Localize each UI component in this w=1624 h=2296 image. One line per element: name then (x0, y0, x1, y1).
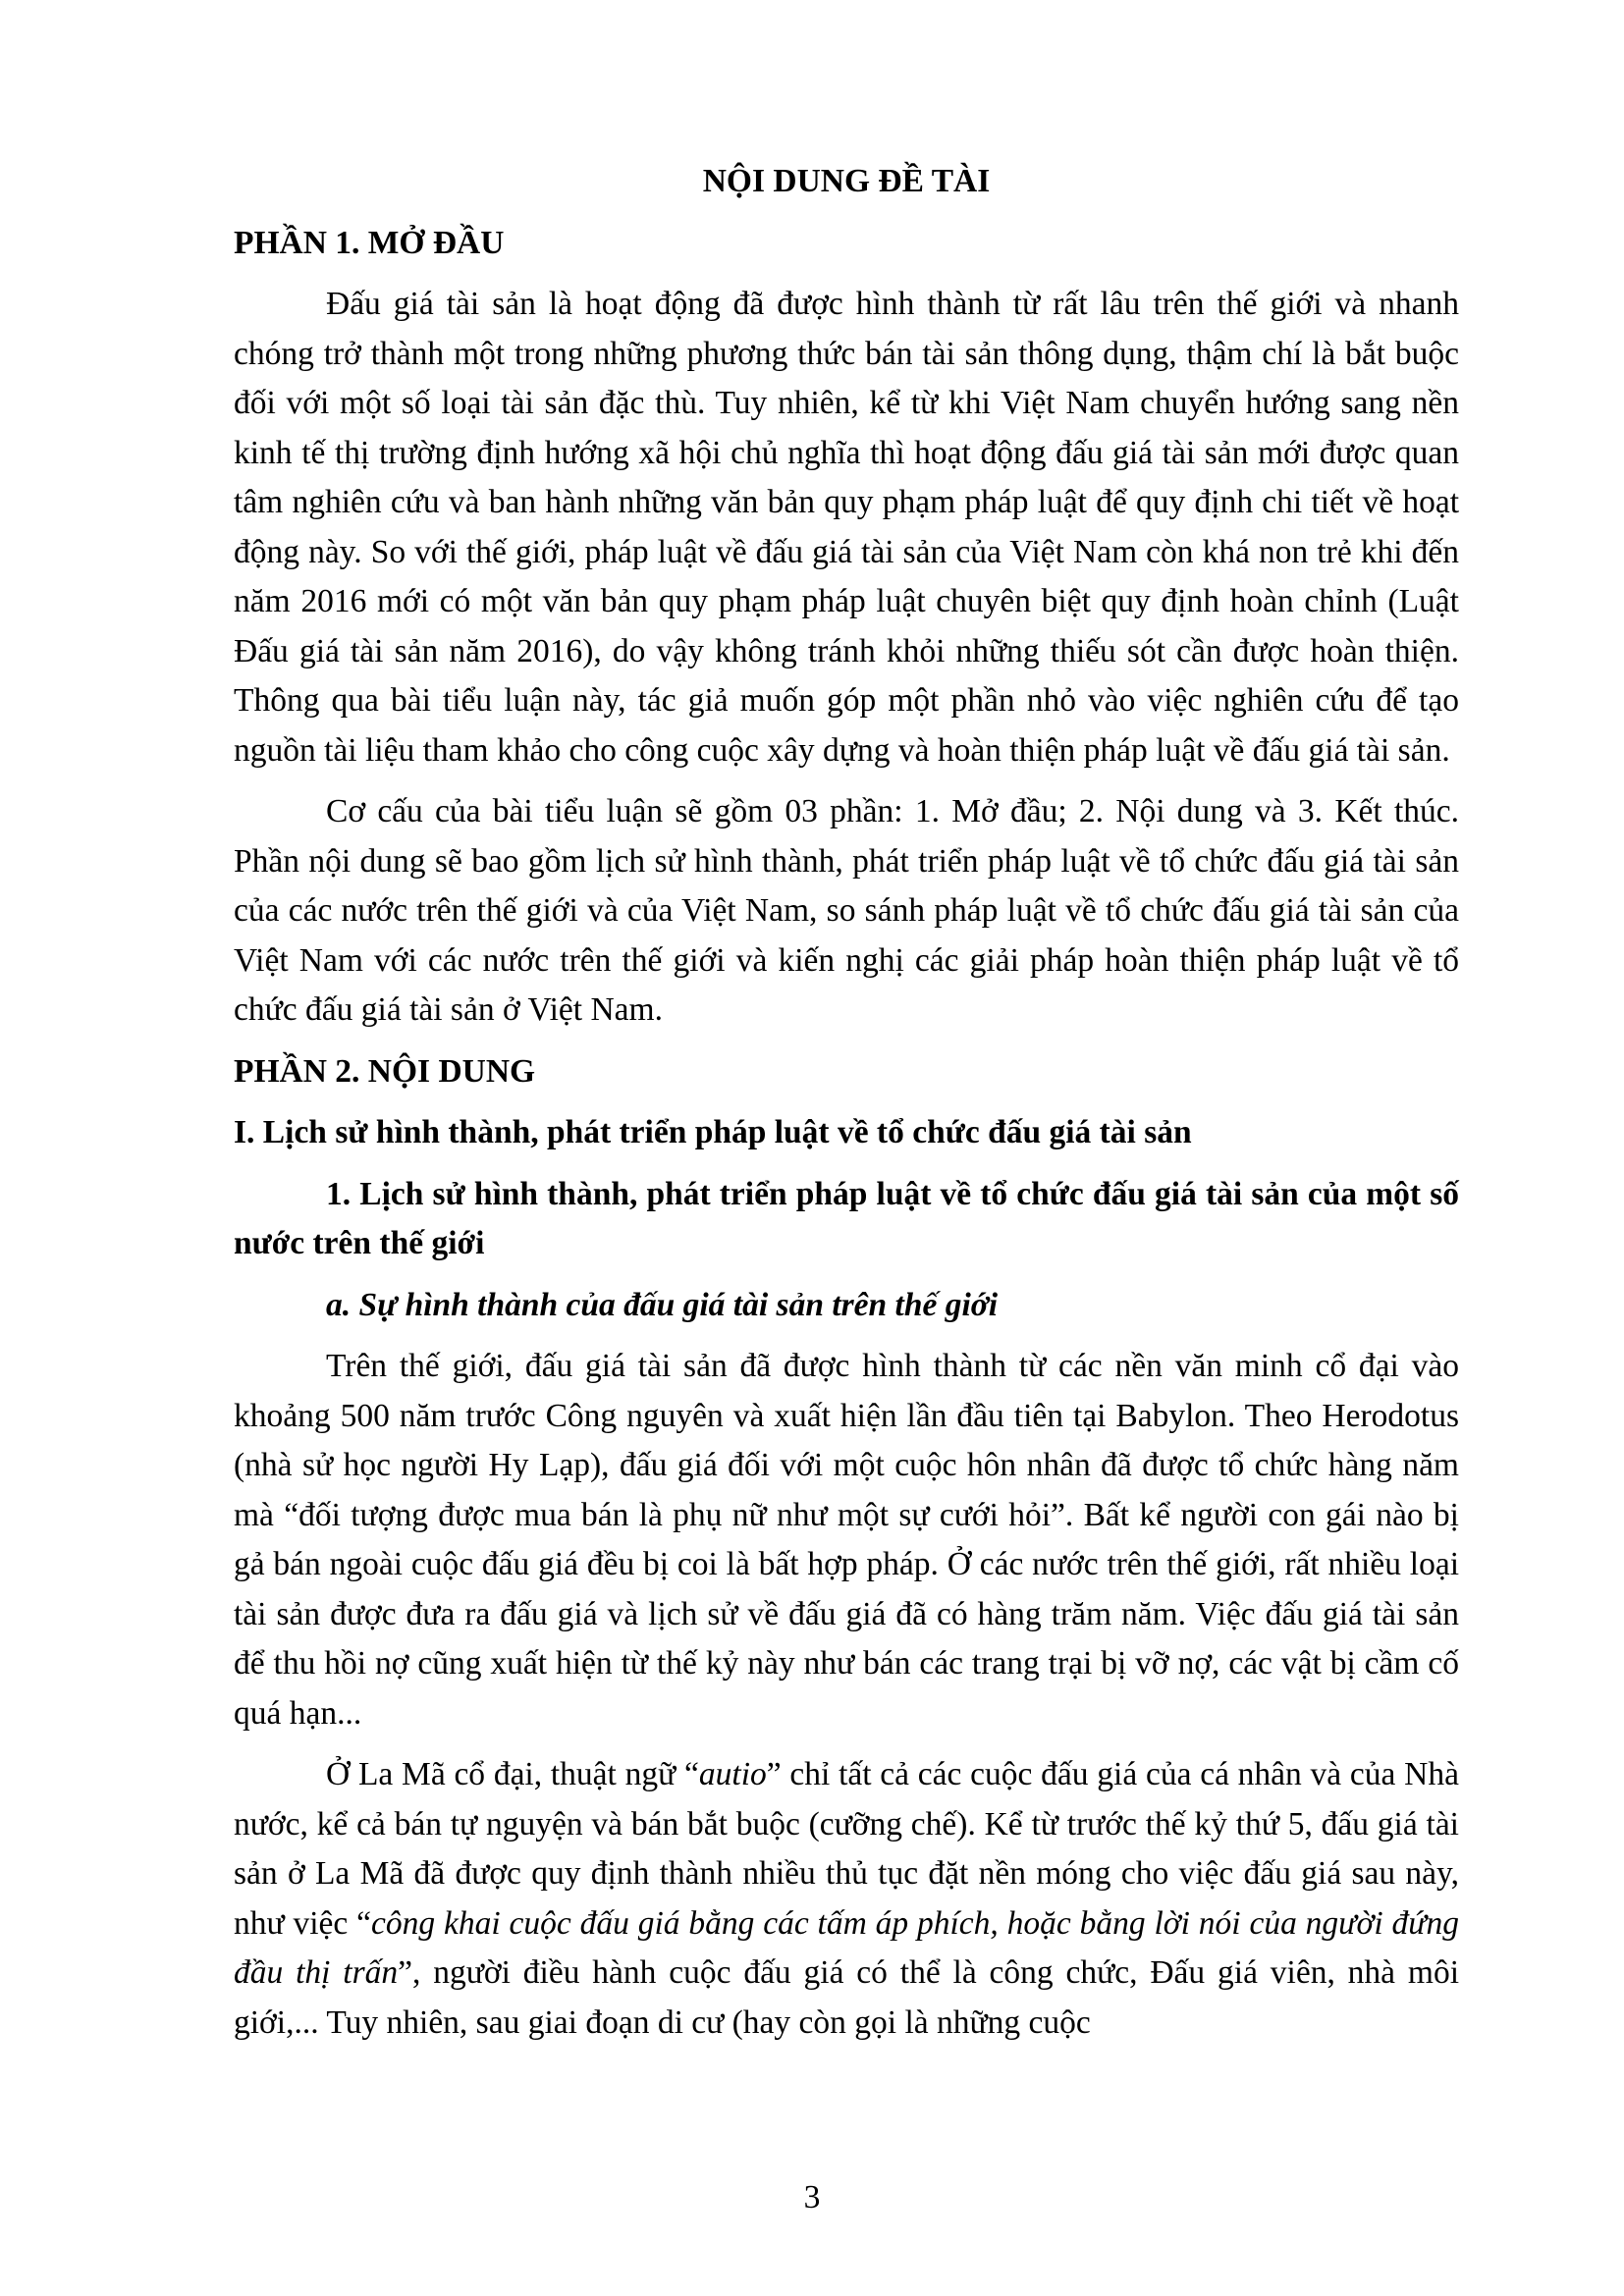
paragraph-babylon: Trên thế giới, đấu giá tài sản đã được hình thành từ các nền văn minh cổ đại vào khoảng 500 năm trước Công nguyên và xuất hiện lần đầu tiên tại Babylon. Theo Herodotus (nhà sử học người Hy Lạp), đấu giá đối với một cuộc hôn nhân đã được tổ chức hàng năm mà “đối tượng được mua bán là phụ nữ như một sự cưới hỏi”. Bất kể người con gái nào bị gả bán ngoài cuộc đấu giá đều bị coi là bất hợp pháp. Ở các nước trên thế giới, rất nhiều loại tài sản được đưa ra đấu giá và lịch sử về đấu giá đã có hàng trăm năm. Việc đấu giá tài sản để thu hồi nợ cũng xuất hiện từ thế kỷ này như bán các trang trại bị vỡ nợ, các vật bị cầm cố quá hạn... (234, 1348, 1459, 1732)
part1-heading: PHẦN 1. MỞ ĐẦU (234, 224, 505, 261)
part1-paragraph-1: Đấu giá tài sản là hoạt động đã được hình thành từ rất lâu trên thế giới và nhanh chóng trở thành một trong những phương thức bán tài sản thông dụng, thậm chí là bắt buộc đối với một số loại tài sản đặc thù. Tuy nhiên, kể từ khi Việt Nam chuyển hướng sang nền kinh tế thị trường định hướng xã hội chủ nghĩa thì hoạt động đấu giá tài sản mới được quan tâm nghiên cứu và ban hành những văn bản quy phạm pháp luật để quy định chi tiết về hoạt động này. So với thế giới, pháp luật về đấu giá tài sản của Việt Nam còn khá non trẻ khi đến năm 2016 mới có một văn bản quy phạm pháp luật chuyên biệt quy định hoàn chỉnh (Luật Đấu giá tài sản năm 2016), do vậy không tránh khỏi những thiếu sót cần được hoàn thiện. Thông qua bài tiểu luận này, tác giả muốn góp một phần nhỏ vào việc nghiên cứu để tạo nguồn tài liệu tham khảo cho công cuộc xây dựng và hoàn thiện pháp luật về đấu giá tài sản. (234, 286, 1459, 769)
section1-heading: I. Lịch sử hình thành, phát triển pháp luật về tổ chức đấu giá tài sản (234, 1114, 1192, 1150)
paragraph-rome (234, 1750, 1459, 2048)
page-number: 3 (803, 2179, 821, 2216)
part2-heading: PHẦN 2. NỘI DUNG (234, 1052, 536, 1090)
paragraph-rome-text-3: ”, người điều hành cuộc đấu giá có thể là công chức, Đấu giá viên, nhà môi giới,... Tuy nhiên, sau giai đoạn di cư (hay còn gọi là những cuộc (234, 1954, 1459, 2041)
paragraph-rome-text-1: Ở La Mã cổ đại, thuật ngữ “ (326, 1756, 699, 1792)
part1-paragraph-2: Cơ cấu của bài tiểu luận sẽ gồm 03 phần: 1. Mở đầu; 2. Nội dung và 3. Kết thúc. Phần nội dung sẽ bao gồm lịch sử hình thành, phát triển pháp luật về tổ chức đấu giá tài sản của các nước trên thế giới và của Việt Nam, so sánh pháp luật về tổ chức đấu giá tài sản của Việt Nam với các nước trên thế giới và kiến nghị các giải pháp hoàn thiện pháp luật về tổ chức đấu giá tài sản ở Việt Nam. (234, 793, 1459, 1028)
subsection1-heading: 1. Lịch sử hình thành, phát triển pháp luật về tổ chức đấu giá tài sản của một số nước trên thế giới (234, 1175, 1459, 1261)
document-title: NỘI DUNG ĐỀ TÀI (702, 163, 991, 199)
paragraph-rome-quote: công khai cuộc đấu giá bằng các tấm áp phích, hoặc bằng lời nói của người đứng đầu thị trấn (234, 1904, 1459, 1991)
subsection-a-heading: a. Sự hình thành của đấu giá tài sản trên thế giới (326, 1286, 999, 1323)
page-content (234, 157, 1459, 2059)
paragraph-rome-term-autio: autio (698, 1756, 767, 1792)
paragraph-rome-text-2: ” chỉ tất cả các cuộc đấu giá của cá nhân và của Nhà nước, kể cả bán tự nguyện và bán bắt buộc (cưỡng chế). Kể từ trước thế kỷ thứ 5, đấu giá tài sản ở La Mã đã được quy định thành nhiều thủ tục đặt nền móng cho việc đấu giá sau này, như việc “ (234, 1756, 1459, 1942)
